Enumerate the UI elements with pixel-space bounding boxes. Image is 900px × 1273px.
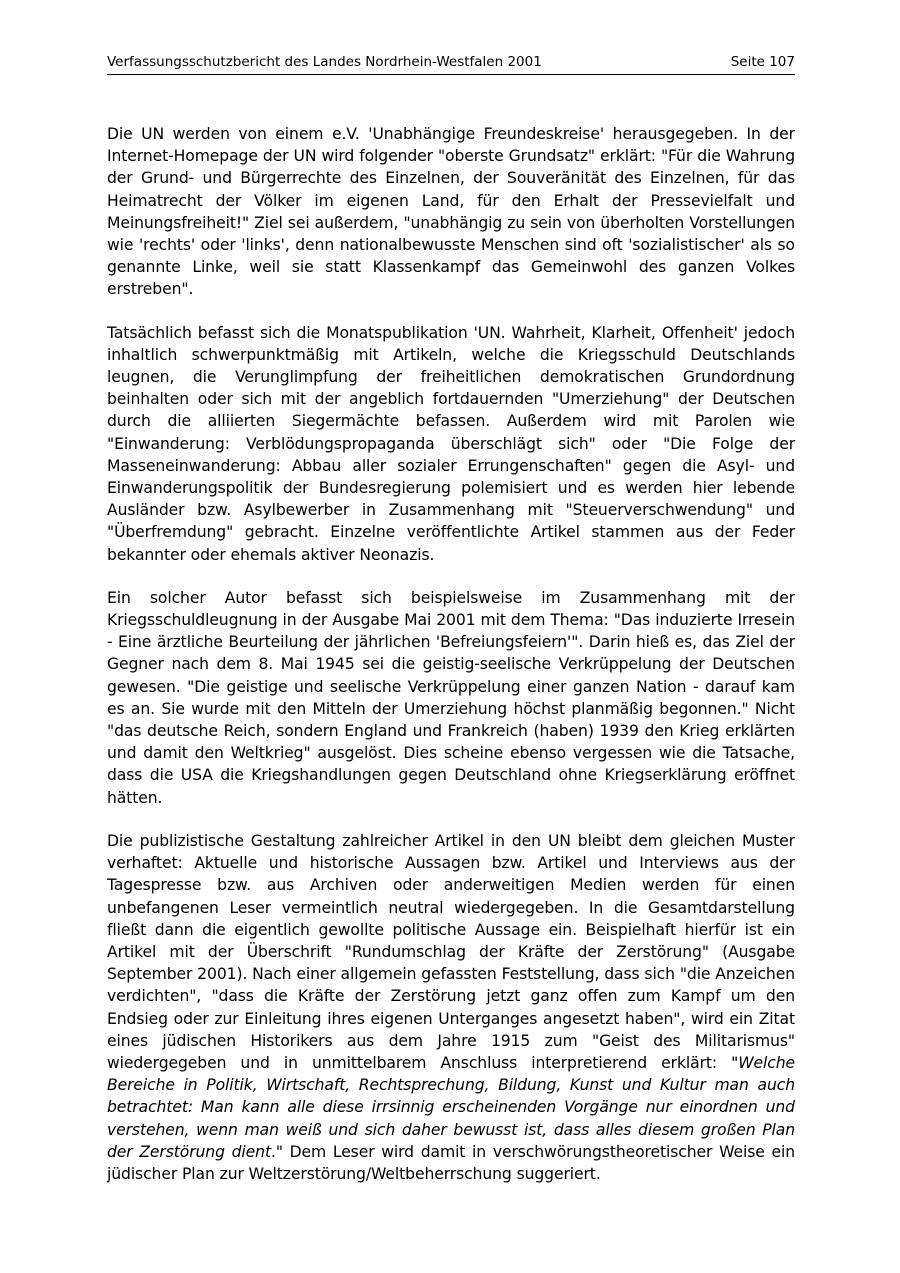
paragraph-4-quote: Welche Bereiche in Politik, Wirtschaft, Rechtsprechung, Bildung, Kunst und Kultur man auch betrachtet: Man kann alle diese irrsinnig erscheinenden Vorgänge nur einordnen und verstehen, wenn man weiß und sich daher bewusst ist, dass alles diesem großen Plan der Zerstörung dient <box>107 1053 795 1161</box>
page-number: Seite 107 <box>730 54 795 70</box>
header-title: Verfassungsschutzbericht des Landes Nordrhein-Westfalen 2001 <box>107 54 542 70</box>
paragraph-4-end: ." Dem Leser wird damit in verschwörungstheoretischer Weise ein jüdischer Plan zur Weltzerstörung/Weltbeherrschung suggeriert. <box>107 1142 796 1183</box>
page-header <box>107 52 795 75</box>
paragraph-1: Die UN werden von einem e.V. 'Unabhängige Freundeskreise' herausgegeben. In der Internet-Homepage der UN wird folgender "oberste Grundsatz" erklärt: "Für die Wahrung der Grund- und Bürgerrechte des Einzelnen, der Souveränität des Einzelnen, für das Heimatrecht der Völker im eigenen Land, für den Erhalt der Pressevielfalt und Meinungsfreiheit!" Ziel sei außerdem, "unabhängig zu sein von überholten Vorstellungen wie 'rechts' oder 'links', denn nationalbewusste Menschen sind oft 'sozialistischer' als so genannte Linke, weil sie statt Klassenkampf das Gemeinwohl des ganzen Volkes erstreben". <box>107 125 795 299</box>
body-text <box>107 123 795 1206</box>
paragraph-4-start: Die publizistische Gestaltung zahlreicher Artikel in den UN bleibt dem gleichen Muster verhaftet: Aktuelle und historische Aussagen bzw. Artikel und Interviews aus der Tagespresse bzw. aus Archiven oder anderweitigen Medien werden für einen unbefangenen Leser vermeintlich neutral wiedergegeben. In die Gesamtdarstellung fließt dann die eigentlich gewollte politische Aussage ein. Beispielhaft hierfür ist ein Artikel mit der Überschrift "Rundumschlag der Kräfte der Zerstörung" (Ausgabe September 2001). Nach einer allgemein gefassten Feststellung, dass sich "die Anzeichen verdichten", "dass die Kräfte der Zerstörung jetzt ganz offen zum Kampf um den Endsieg oder zur Einleitung ihres eigenen Unterganges angesetzt haben", wird ein Zitat eines jüdischen Historikers aus dem Jahre 1915 zum "Geist des Militarismus" wiedergegeben und in unmittelbarem Anschluss interpretierend erklärt: " <box>107 831 795 1072</box>
paragraph-3: Ein solcher Autor befasst sich beispielsweise im Zusammenhang mit der Kriegsschuldleugnung in der Ausgabe Mai 2001 mit dem Thema: "Das induzierte Irresein - Eine ärztliche Beurteilung der jährlichen 'Befreiungsfeiern'". Darin hieß es, das Ziel der Gegner nach dem 8. Mai 1945 sei die geistig-seelische Verkrüppelung der Deutschen gewesen. "Die geistige und seelische Verkrüppelung einer ganzen Nation - darauf kam es an. Sie wurde mit den Mitteln der Umerziehung höchst planmäßig begonnen." Nicht "das deutsche Reich, sondern England und Frankreich (haben) 1939 den Krieg erklärten und damit den Weltkrieg" ausgelöst. Dies scheine ebenso vergessen wie die Tatsache, dass die USA die Kriegshandlungen gegen Deutschland ohne Kriegserklärung eröffnet hätten. <box>107 588 795 807</box>
paragraph-4 <box>107 830 795 1185</box>
paragraph-2: Tatsächlich befasst sich die Monatspublikation 'UN. Wahrheit, Klarheit, Offenheit' jedoch inhaltlich schwerpunktmäßig mit Artikeln, welche die Kriegsschuld Deutschlands leugnen, die Verunglimpfung der freiheitlichen demokratischen Grundordnung beinhalten oder sich mit der angeblich fortdauernden "Umerziehung" der Deutschen durch die alliierten Siegermächte befassen. Außerdem wird mit Parolen wie "Einwanderung: Verblödungspropaganda überschlägt sich" oder "Die Folge der Masseneinwanderung: Abbau aller sozialer Errungenschaften" gegen die Asyl- und Einwanderungspolitik der Bundesregierung polemisiert und es werden hier lebende Ausländer bzw. Asylbewerber in Zusammenhang mit "Steuerverschwendung" und "Überfremdung" gebracht. Einzelne veröffentlichte Artikel stammen aus der Feder bekannter oder ehemals aktiver Neonazis. <box>107 323 795 564</box>
